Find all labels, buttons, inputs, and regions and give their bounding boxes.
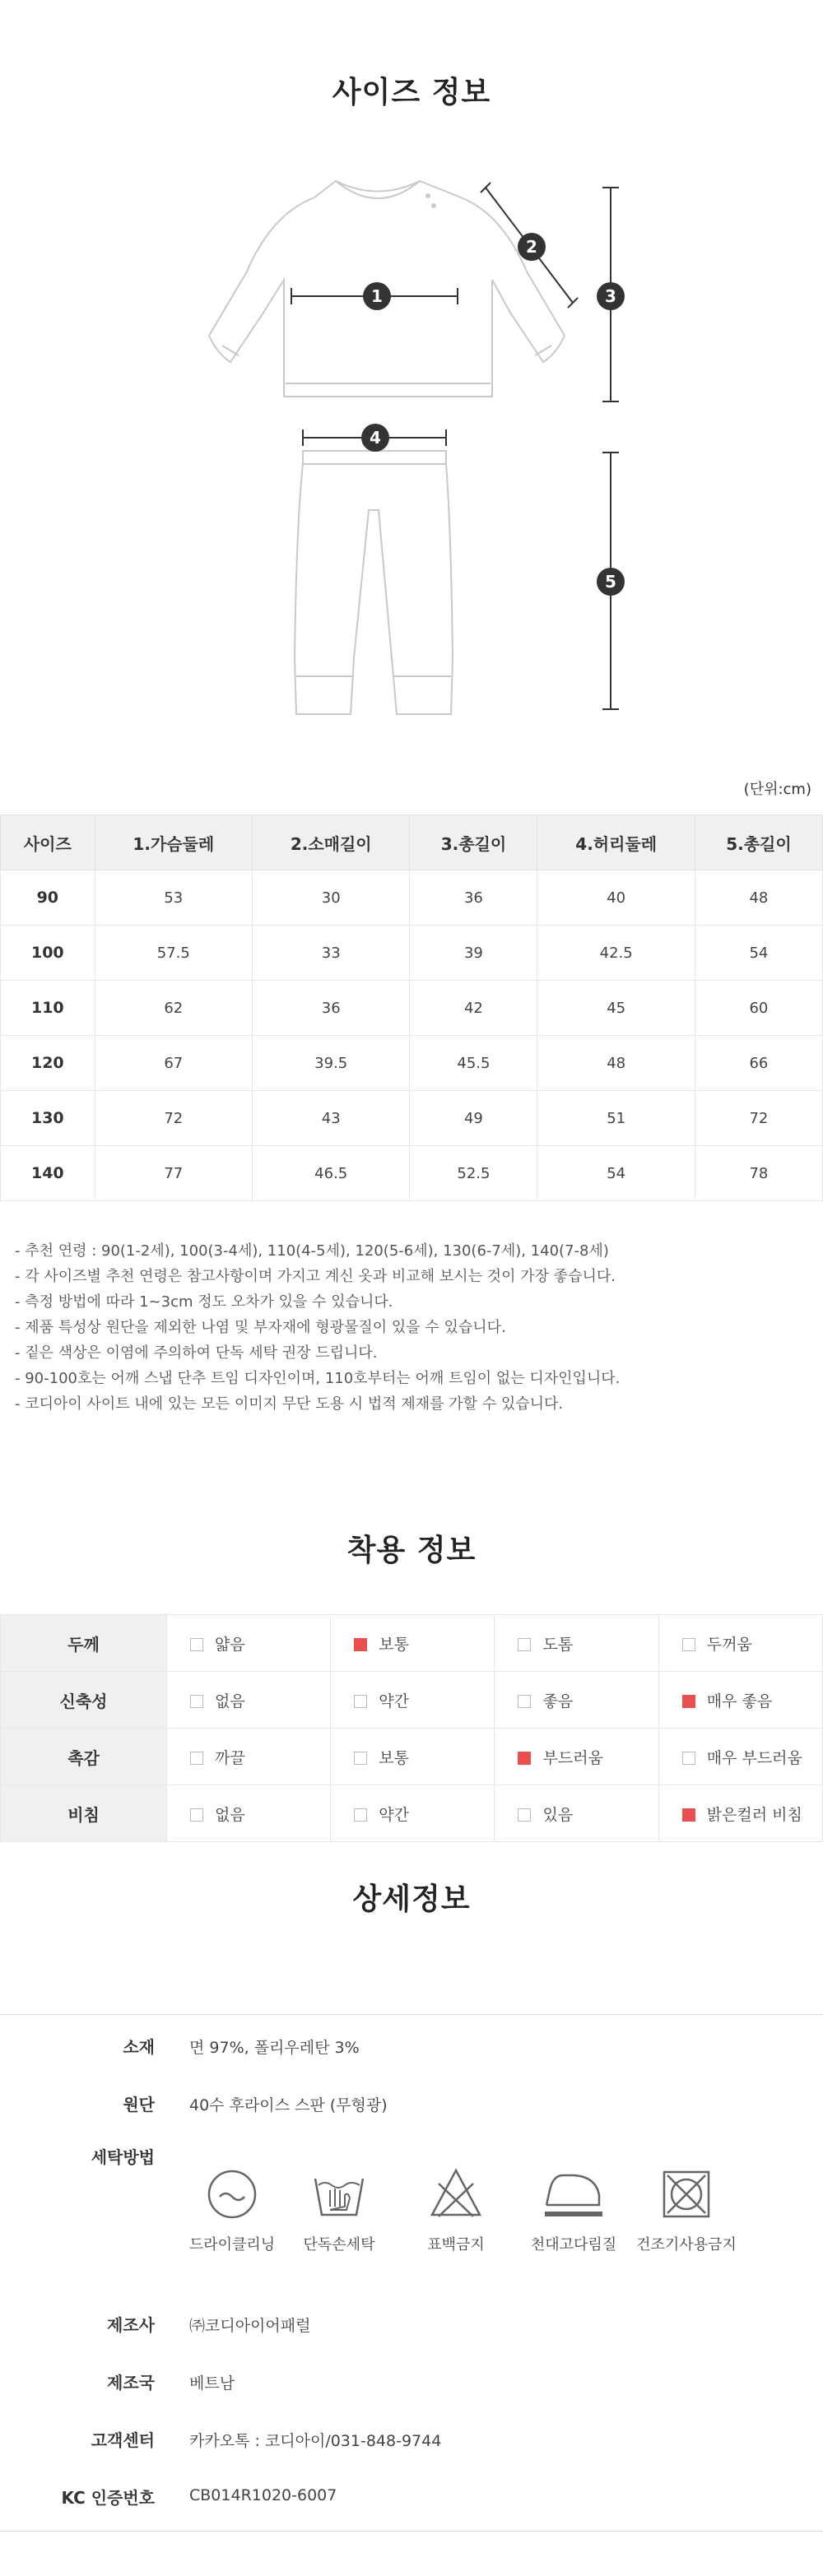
wear-table (0, 1614, 823, 1842)
note-line: - 90-100호는 어깨 스냅 단추 트임 디자인이며, 110호부터는 어깨 트임이 없는 디자인입니다. (15, 1370, 621, 1387)
wear-row-label: 비침 (1, 1785, 167, 1842)
care-label: 단독손세탁 (303, 2236, 375, 2253)
unchecked-box-icon (518, 1695, 531, 1708)
measure-cell: 66 (695, 1036, 822, 1091)
wear-option-label: 좋음 (542, 1692, 574, 1710)
unchecked-box-icon (682, 1638, 695, 1651)
unchecked-box-icon (354, 1752, 367, 1765)
measure-cell: 77 (95, 1146, 252, 1201)
measure-cell: 62 (95, 981, 252, 1036)
care-label: 표백금지 (427, 2236, 485, 2253)
pants-illustration (295, 451, 453, 714)
wear-option-label: 도톰 (542, 1635, 574, 1654)
care-item-no-bleach (407, 2165, 505, 2254)
wear-option-label: 두꺼움 (706, 1635, 752, 1654)
maker-label: 제조사 (107, 2315, 155, 2335)
col-header: 사이즈 (1, 815, 95, 870)
table-row (1, 870, 823, 926)
wear-option-label: 약간 (379, 1692, 409, 1710)
unchecked-box-icon (190, 1808, 203, 1822)
wear-option (658, 1615, 822, 1672)
measure-cell: 45 (537, 981, 695, 1036)
wear-option-label: 있음 (542, 1805, 574, 1824)
divider (0, 2531, 823, 2532)
wear-option-label: 얇음 (215, 1635, 245, 1654)
size-cell: 120 (1, 1036, 95, 1091)
measure-cell: 36 (410, 870, 537, 926)
wear-option-label: 매우 좋음 (706, 1692, 773, 1710)
wear-row (1, 1785, 823, 1842)
wear-row (1, 1729, 823, 1785)
measure-cell: 33 (253, 926, 410, 981)
care-item-iron (520, 2165, 627, 2254)
no-tumble-dry-icon (658, 2165, 715, 2223)
table-row (1, 1091, 823, 1146)
measure-cell: 42 (410, 981, 537, 1036)
wear-option-label: 약간 (379, 1805, 409, 1824)
unchecked-box-icon (190, 1752, 203, 1765)
col-header: 1.가슴둘레 (95, 815, 252, 870)
table-row (1, 981, 823, 1036)
care-item-no-tumble-dry (629, 2165, 744, 2254)
measure-cell: 51 (537, 1091, 695, 1146)
col-header: 2.소매길이 (253, 815, 410, 870)
note-line: - 측정 방법에 따라 1~3cm 정도 오차가 있을 수 있습니다. (15, 1293, 393, 1311)
checked-box-icon (682, 1695, 695, 1708)
measure-cell: 45.5 (410, 1036, 537, 1091)
checked-box-icon (354, 1638, 367, 1651)
note-line: - 제품 특성상 원단을 제외한 나염 및 부자재에 형광물질이 있을 수 있습니다. (15, 1319, 506, 1336)
measure-cell: 42.5 (537, 926, 695, 981)
col-header: 4.허리둘레 (537, 815, 695, 870)
table-row (1, 1036, 823, 1091)
divider (0, 2014, 823, 2015)
material-label: 소재 (123, 2037, 155, 2057)
wear-option-label: 매우 부드러움 (706, 1748, 802, 1767)
measure-cell: 72 (695, 1091, 822, 1146)
unit-label: (단위:cm) (743, 781, 811, 798)
note-line: - 코디아이 사이트 내에 있는 모든 이미지 무단 도용 시 법적 제재를 가할 수 있습니다. (15, 1395, 564, 1413)
wear-option-label: 보통 (379, 1748, 409, 1767)
care-item-hand-wash (290, 2165, 388, 2254)
country-label: 제조국 (107, 2373, 155, 2393)
garment-diagram (0, 0, 823, 740)
measure-cell: 36 (253, 981, 410, 1036)
measure-lines (291, 183, 619, 709)
wear-option (495, 1729, 658, 1785)
care-label: 드라이클리닝 (188, 2236, 276, 2253)
wash-label: 세탁방법 (91, 2147, 155, 2167)
measure-cell: 54 (695, 926, 822, 981)
measure-cell: 48 (695, 870, 822, 926)
size-cell: 140 (1, 1146, 95, 1201)
wear-row (1, 1615, 823, 1672)
size-table-header (1, 815, 823, 870)
wear-option (331, 1672, 495, 1729)
country-value: 베트남 (189, 2374, 235, 2393)
wear-option (167, 1729, 331, 1785)
size-cell: 90 (1, 870, 95, 926)
wear-option-label: 까끌 (215, 1748, 245, 1767)
wear-option-label: 없음 (215, 1805, 245, 1824)
size-notes (15, 1238, 620, 1417)
unchecked-box-icon (518, 1638, 531, 1651)
kc-value: CB014R1020-6007 (189, 2486, 337, 2504)
iron-cloth-icon (542, 2165, 606, 2223)
wear-option (331, 1785, 495, 1842)
wear-option (658, 1672, 822, 1729)
table-row (1, 926, 823, 981)
cs-value: 카카오톡 : 코디아이/031-848-9744 (189, 2432, 442, 2450)
unchecked-box-icon (518, 1808, 531, 1822)
col-header: 5.총길이 (695, 815, 822, 870)
measure-cell: 49 (410, 1091, 537, 1146)
checked-box-icon (518, 1752, 531, 1765)
fabric-label: 원단 (123, 2095, 155, 2114)
measure-cell: 43 (253, 1091, 410, 1146)
size-cell: 110 (1, 981, 95, 1036)
kc-label: KC 인증번호 (61, 2488, 155, 2508)
no-bleach-icon (427, 2165, 485, 2223)
wear-option (495, 1615, 658, 1672)
wear-option (658, 1729, 822, 1785)
unchecked-box-icon (190, 1695, 203, 1708)
measure-cell: 72 (95, 1091, 252, 1146)
unchecked-box-icon (354, 1695, 367, 1708)
measure-cell: 52.5 (410, 1146, 537, 1201)
measure-cell: 67 (95, 1036, 252, 1091)
marker-3-label: 3 (605, 286, 616, 306)
detail-info-title: 상세정보 (352, 1882, 471, 1916)
wear-row-label: 신축성 (1, 1672, 167, 1729)
size-info-title: 사이즈 정보 (332, 76, 491, 109)
col-header: 3.총길이 (410, 815, 537, 870)
note-line: - 짙은 색상은 이염에 주의하여 단독 세탁 권장 드립니다. (15, 1344, 378, 1362)
note-line: - 각 사이즈별 추천 연령은 참고사항이며 가지고 계신 옷과 비교해 보시는 것이 가장 좋습니다. (15, 1268, 616, 1285)
measure-cell: 78 (695, 1146, 822, 1201)
marker-5-label: 5 (605, 572, 616, 592)
size-table (0, 815, 823, 1201)
hand-wash-icon (310, 2165, 368, 2223)
wear-option (495, 1672, 658, 1729)
wear-option (331, 1615, 495, 1672)
marker-1-label: 1 (371, 286, 383, 306)
size-cell: 100 (1, 926, 95, 981)
checked-box-icon (682, 1808, 695, 1822)
unchecked-box-icon (190, 1638, 203, 1651)
measure-cell: 39.5 (253, 1036, 410, 1091)
material-value: 면 97%, 폴리우레탄 3% (189, 2039, 360, 2057)
wear-option (167, 1615, 331, 1672)
wear-option-label: 밝은컬러 비침 (706, 1805, 802, 1824)
wear-row (1, 1672, 823, 1729)
unchecked-box-icon (354, 1808, 367, 1822)
cs-label: 고객센터 (91, 2430, 155, 2450)
measure-cell: 46.5 (253, 1146, 410, 1201)
care-item-dry-clean (183, 2165, 281, 2254)
wear-row-label: 두께 (1, 1615, 167, 1672)
wear-option (167, 1785, 331, 1842)
wear-option (167, 1672, 331, 1729)
measure-cell: 30 (253, 870, 410, 926)
size-cell: 130 (1, 1091, 95, 1146)
dry-clean-icon (203, 2165, 261, 2223)
wear-option (658, 1785, 822, 1842)
care-label: 건조기사용금지 (636, 2236, 737, 2253)
wear-option (331, 1729, 495, 1785)
wear-info-title: 착용 정보 (346, 1534, 477, 1567)
wear-option-label: 부드러움 (542, 1748, 603, 1767)
marker-4-label: 4 (370, 428, 381, 448)
wear-option-label: 보통 (379, 1635, 409, 1654)
measure-cell: 40 (537, 870, 695, 926)
measure-cell: 53 (95, 870, 252, 926)
measure-cell: 54 (537, 1146, 695, 1201)
wear-option (495, 1785, 658, 1842)
unchecked-box-icon (682, 1752, 695, 1765)
wear-option-label: 없음 (215, 1692, 245, 1710)
wear-row-label: 촉감 (1, 1729, 167, 1785)
note-line: - 추천 연령 : 90(1-2세), 100(3-4세), 110(4-5세), 120(5-6세), 130(6-7세), 140(7-8세) (15, 1242, 609, 1260)
measure-cell: 48 (537, 1036, 695, 1091)
measure-cell: 57.5 (95, 926, 252, 981)
measure-cell: 60 (695, 981, 822, 1036)
marker-2-label: 2 (526, 237, 537, 257)
measure-cell: 39 (410, 926, 537, 981)
table-row (1, 1146, 823, 1201)
maker-value: ㈜코디아이어패럴 (189, 2317, 311, 2335)
care-label: 천대고다림질 (530, 2236, 617, 2253)
fabric-value: 40수 후라이스 스판 (무형광) (189, 2096, 388, 2114)
